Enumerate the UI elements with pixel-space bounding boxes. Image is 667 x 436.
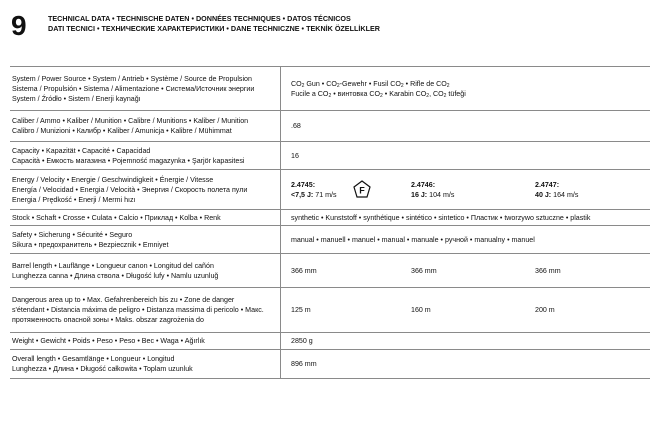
- column-divider: [280, 226, 281, 253]
- column-divider: [280, 142, 281, 169]
- table-row-stock: [10, 210, 650, 226]
- technical-data-table: [10, 66, 650, 379]
- label-line: Capacity • Kapazität • Capacité • Capacidad: [12, 146, 151, 155]
- label-line: Weight • Gewicht • Poids • Peso • Peso • Вес • Waga • Ağırlık: [12, 337, 205, 345]
- header-title-line-2: DATI TECNICI • ТЕХНИЧЕСКИЕ ХАРАКТЕРИСТИКИ • DANE TECHNICZNE • TEKNİK ÖZELLİKLER: [48, 24, 380, 33]
- svg-text:F: F: [359, 185, 365, 196]
- value-line-2: Fucile a $CO_2$ • винтовка $CO_2$ • Karabin $CO_2$, $CO_2$ tüfeği: [291, 89, 466, 99]
- row-value: 2850 g: [291, 337, 313, 345]
- energy-model-2-4745: 2.4745: <7,5 J: 71 m/s: [291, 180, 337, 199]
- label-line: Calibro / Munizioni • Калибр • Kaliber / Amunicja • Kalibre / Mühimmat: [12, 127, 232, 135]
- danger-value-2: 160 m: [411, 306, 431, 314]
- barrel-value-1: 366 mm: [291, 266, 317, 275]
- label-line: Energia / Prędkość • Enerji / Mermi hızı: [12, 195, 136, 204]
- label-line: Energía / Velocidad • Energia / Velocità • Энергия / Скорость полета пули: [12, 185, 248, 194]
- page-header: [0, 0, 667, 52]
- row-label: [12, 170, 270, 209]
- column-divider: [280, 288, 281, 332]
- label-line: System / Power Source • System / Antrieb • Système / Source de Propulsion: [12, 74, 252, 83]
- table-row-caliber: [10, 111, 650, 142]
- label-line: Safety • Sicherung • Sécurité • Seguro: [12, 230, 133, 239]
- label-line: Sikura • предохранитель • Bezpiecznik • Emniyet: [12, 240, 169, 249]
- label-line: Sistema / Propulsión • Sistema / Alimentazione • Система/Источник энергии: [12, 84, 255, 93]
- table-row-capacity: [10, 142, 650, 170]
- table-row-barrel-length: [10, 254, 650, 288]
- f-in-pentagon-mark-icon: [353, 180, 371, 198]
- table-row-danger-area: [10, 288, 650, 333]
- row-label: [12, 210, 270, 225]
- row-value: [291, 67, 650, 110]
- row-label: [12, 142, 270, 169]
- label-line: Overall length • Gesamtlänge • Longueur • Longitud: [12, 355, 175, 363]
- row-label: [12, 111, 270, 141]
- column-divider: [280, 170, 281, 209]
- column-divider: [280, 254, 281, 287]
- row-value: manual • manuell • manuel • manual • manuale • ручной • manualny • manuel: [291, 235, 535, 244]
- energy-model-2-4747: 2.4747: 40 J: 164 m/s: [535, 180, 579, 199]
- row-label: [12, 67, 270, 110]
- column-divider: [280, 210, 281, 225]
- column-divider: [280, 111, 281, 141]
- label-line: s'étendant • Distancia máxima de peligro • Distanza massima di pericolo • Макс.: [12, 306, 264, 314]
- row-value: [291, 288, 650, 332]
- danger-value-1: 125 m: [291, 306, 311, 314]
- row-label: [12, 288, 270, 332]
- label-line: Lunghezza • Длина • Długość całkowita • Toplam uzunluk: [12, 365, 193, 373]
- value-line-1: $CO_2$ Gun • $CO_2$-Gewehr • Fusil $CO_2$ • Rifle de $CO_2$: [291, 79, 450, 89]
- row-label: [12, 254, 270, 287]
- table-row-overall-length: [10, 350, 650, 379]
- danger-value-3: 200 m: [535, 306, 555, 314]
- label-line: протяженность опасной зоны • Maks. obszar zagrożenia do: [12, 316, 204, 324]
- column-divider: [280, 333, 281, 349]
- label-line: Dangerous area up to • Max. Gefahrenbereich bis zu • Zone de danger: [12, 296, 235, 304]
- table-row-weight: [10, 333, 650, 350]
- label-line: Stock • Schaft • Crosse • Culata • Calcio • Приклад • Kolba • Renk: [12, 213, 221, 222]
- barrel-value-3: 366 mm: [535, 266, 561, 275]
- page-number: 9: [11, 10, 26, 41]
- row-label: [12, 350, 270, 378]
- row-value: [291, 170, 650, 209]
- column-divider: [280, 350, 281, 378]
- barrel-value-2: 366 mm: [411, 266, 437, 275]
- row-value: 896 mm: [291, 360, 317, 368]
- table-row-system: [10, 66, 650, 111]
- label-line: Energy / Velocity • Energie / Geschwindigkeit • Énergie / Vitesse: [12, 175, 214, 184]
- row-label: [12, 333, 270, 349]
- row-value: [291, 254, 650, 287]
- table-row-energy: [10, 170, 650, 210]
- label-line: Lunghezza canna • Длина ствола • Długość lufy • Namlu uzunluğ: [12, 271, 219, 280]
- label-line: Barrel length • Lauflänge • Longueur canon • Longitud del cañón: [12, 261, 214, 270]
- label-line: System / Źródło • Sistem / Enerji kaynağı: [12, 94, 141, 103]
- row-label: [12, 226, 270, 253]
- label-line: Capacità • Емкость магазина • Pojemność magazynka • Şarjör kapasitesi: [12, 156, 245, 165]
- row-value: .68: [291, 122, 301, 130]
- row-value: synthetic • Kunststoff • synthétique • sintético • sintetico • Пластик • tworzywo sztuczne • plastik: [291, 213, 591, 222]
- label-line: Caliber / Ammo • Kaliber / Munition • Calibre / Munitions • Kaliber / Munition: [12, 117, 249, 125]
- row-value: 16: [291, 151, 299, 160]
- column-divider: [280, 67, 281, 110]
- energy-model-2-4746: 2.4746: 16 J: 104 m/s: [411, 180, 455, 199]
- table-row-safety: [10, 226, 650, 254]
- header-title-line-1: TECHNICAL DATA • TECHNISCHE DATEN • DONNÉES TECHNIQUES • DATOS TÉCNICOS: [48, 14, 351, 23]
